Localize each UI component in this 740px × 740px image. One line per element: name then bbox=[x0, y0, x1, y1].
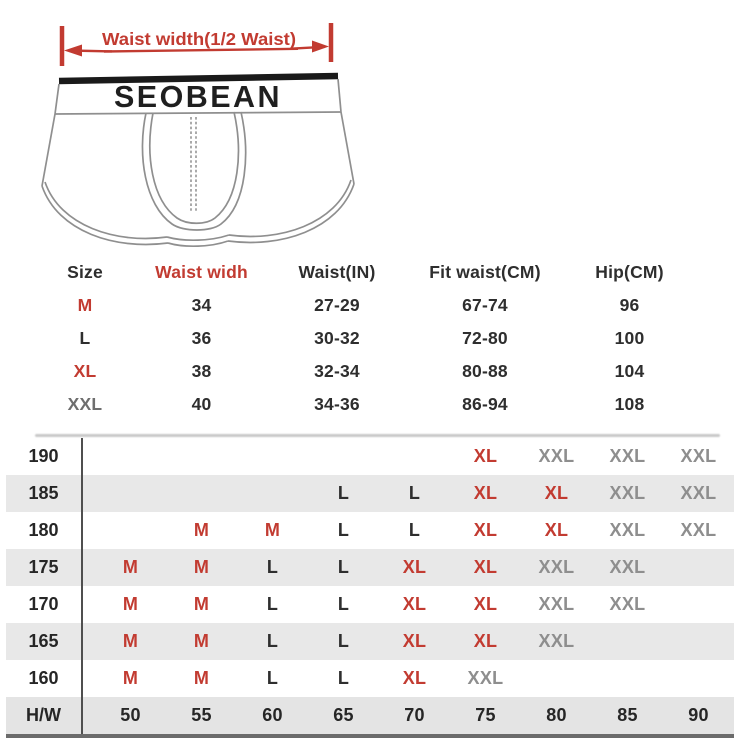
hw-cell bbox=[95, 512, 166, 549]
hw-cell: M bbox=[122, 557, 139, 577]
hw-cell: M bbox=[193, 631, 210, 651]
hw-cell: XXL bbox=[467, 668, 504, 688]
hw-row bbox=[6, 475, 734, 512]
hw-cell: XXL bbox=[538, 594, 575, 614]
crotch-hem-inner bbox=[167, 235, 229, 240]
hw-row bbox=[6, 623, 734, 660]
body-left-edge bbox=[42, 114, 55, 186]
hw-cell: L bbox=[337, 483, 350, 503]
size-value: 32-34 bbox=[314, 361, 360, 381]
size-label: XL bbox=[73, 361, 97, 381]
hw-cell: XL bbox=[473, 557, 498, 577]
height-label: 165 bbox=[6, 623, 83, 660]
hw-cell: M bbox=[122, 668, 139, 688]
size-table-header: Hip(CM) bbox=[595, 262, 664, 282]
hw-cell: L bbox=[337, 557, 350, 577]
weight-header: 55 bbox=[191, 705, 212, 725]
hw-cell: M bbox=[193, 520, 210, 540]
hw-cell: XXL bbox=[538, 446, 575, 466]
size-table-header: Fit waist(CM) bbox=[429, 262, 541, 282]
hw-spacer bbox=[83, 475, 95, 512]
hw-cell: L bbox=[337, 520, 350, 540]
size-table-header: Size bbox=[67, 262, 103, 282]
height-label: 170 bbox=[6, 586, 83, 623]
crotch-hem-outer bbox=[168, 241, 228, 246]
hw-cell: XL bbox=[402, 631, 427, 651]
pouch-outline-outer bbox=[142, 112, 245, 230]
hw-spacer bbox=[83, 549, 95, 586]
hw-cell: M bbox=[122, 631, 139, 651]
bottom-border bbox=[6, 734, 734, 738]
hw-spacer bbox=[83, 660, 95, 697]
hw-row bbox=[6, 697, 734, 734]
hw-cell: XL bbox=[473, 520, 498, 540]
hw-cell bbox=[166, 438, 237, 475]
hw-row bbox=[6, 438, 734, 475]
hw-cell: XXL bbox=[680, 520, 717, 540]
weight-header: 65 bbox=[333, 705, 354, 725]
hw-cell bbox=[95, 438, 166, 475]
hw-cell: XXL bbox=[609, 483, 646, 503]
size-value: 30-32 bbox=[314, 328, 360, 348]
size-value: 36 bbox=[191, 328, 212, 348]
weight-header: 75 bbox=[475, 705, 496, 725]
hw-cell: L bbox=[408, 483, 421, 503]
hw-cell: XL bbox=[473, 631, 498, 651]
height-label: 160 bbox=[6, 660, 83, 697]
leg-curve-left-outer bbox=[42, 186, 168, 244]
size-value: 67-74 bbox=[462, 295, 508, 315]
hw-cell: M bbox=[122, 594, 139, 614]
size-value: 96 bbox=[619, 295, 640, 315]
brand-text: SEOBEAN bbox=[114, 79, 282, 114]
size-value: 104 bbox=[614, 361, 645, 381]
hw-cell: XL bbox=[544, 520, 569, 540]
weight-header: 60 bbox=[262, 705, 283, 725]
size-value: 38 bbox=[191, 361, 212, 381]
hw-cell: M bbox=[193, 557, 210, 577]
hw-cell: XXL bbox=[538, 557, 575, 577]
hw-spacer bbox=[83, 586, 95, 623]
hw-cell: XL bbox=[473, 483, 498, 503]
hw-cell: L bbox=[266, 631, 279, 651]
size-value: 34 bbox=[191, 295, 212, 315]
hw-cell: XXL bbox=[609, 520, 646, 540]
hw-cell bbox=[521, 660, 592, 697]
hw-cell bbox=[663, 549, 734, 586]
size-value: 40 bbox=[191, 394, 212, 414]
pouch-outline-inner bbox=[150, 112, 239, 223]
hw-cell bbox=[592, 623, 663, 660]
dimension-label: Waist width(1/2 Waist) bbox=[102, 29, 296, 49]
hw-cell: M bbox=[264, 520, 281, 540]
hw-cell bbox=[663, 623, 734, 660]
size-label: XXL bbox=[67, 394, 103, 414]
hw-cell: XXL bbox=[609, 446, 646, 466]
hw-row bbox=[6, 586, 734, 623]
arrowhead-left-icon bbox=[64, 45, 82, 57]
size-value: 27-29 bbox=[314, 295, 360, 315]
hw-cell: XL bbox=[402, 668, 427, 688]
hw-cell: XXL bbox=[609, 557, 646, 577]
hw-cell bbox=[166, 475, 237, 512]
hw-cell: L bbox=[266, 557, 279, 577]
weight-header: 50 bbox=[120, 705, 141, 725]
hw-cell: XXL bbox=[680, 483, 717, 503]
hw-cell: XXL bbox=[609, 594, 646, 614]
waistband-right-edge bbox=[338, 79, 341, 112]
hw-table bbox=[6, 438, 734, 734]
hw-row bbox=[6, 512, 734, 549]
leg-curve-right-outer bbox=[228, 184, 354, 242]
hw-spacer bbox=[83, 623, 95, 660]
hw-cell: L bbox=[408, 520, 421, 540]
size-value: 108 bbox=[614, 394, 645, 414]
arrowhead-right-icon bbox=[312, 41, 329, 53]
hw-cell: XL bbox=[402, 557, 427, 577]
hw-cell bbox=[308, 438, 379, 475]
hw-row bbox=[6, 660, 734, 697]
hw-cell: XL bbox=[402, 594, 427, 614]
size-table bbox=[30, 256, 700, 421]
hw-cell bbox=[379, 438, 450, 475]
hw-cell: L bbox=[337, 631, 350, 651]
hw-cell bbox=[237, 438, 308, 475]
body-right-edge bbox=[341, 112, 354, 184]
hw-cell: L bbox=[266, 668, 279, 688]
hw-cell: L bbox=[337, 594, 350, 614]
size-value: 72-80 bbox=[462, 328, 508, 348]
size-label: M bbox=[77, 295, 93, 315]
hw-spacer bbox=[83, 697, 95, 734]
hw-cell: M bbox=[193, 668, 210, 688]
hw-cell bbox=[95, 475, 166, 512]
size-value: 34-36 bbox=[314, 394, 360, 414]
size-table-header: Waist(IN) bbox=[298, 262, 376, 282]
weight-header: 80 bbox=[546, 705, 567, 725]
size-value: 80-88 bbox=[462, 361, 508, 381]
height-label: 180 bbox=[6, 512, 83, 549]
hw-cell: XXL bbox=[538, 631, 575, 651]
briefs-diagram-svg bbox=[0, 0, 740, 256]
product-diagram bbox=[0, 0, 740, 256]
height-label: 175 bbox=[6, 549, 83, 586]
leg-curve-right-inner bbox=[229, 180, 351, 236]
height-label: 185 bbox=[6, 475, 83, 512]
hw-cell bbox=[237, 475, 308, 512]
waistband-left-edge bbox=[55, 84, 59, 114]
hw-cell: XL bbox=[473, 594, 498, 614]
size-value: 86-94 bbox=[462, 394, 508, 414]
weight-header: 90 bbox=[688, 705, 709, 725]
hw-spacer bbox=[83, 438, 95, 475]
hw-cell: XL bbox=[473, 446, 498, 466]
hw-corner-label: H/W bbox=[6, 697, 83, 734]
hw-spacer bbox=[83, 512, 95, 549]
size-value: 100 bbox=[614, 328, 645, 348]
dimension-underline bbox=[104, 49, 298, 52]
section-divider bbox=[35, 434, 720, 437]
hw-cell: XXL bbox=[680, 446, 717, 466]
weight-header: 85 bbox=[617, 705, 638, 725]
hw-cell bbox=[663, 586, 734, 623]
height-label: 190 bbox=[6, 438, 83, 475]
size-table-header: Waist widh bbox=[155, 262, 248, 282]
hw-cell: XL bbox=[544, 483, 569, 503]
hw-cell: L bbox=[266, 594, 279, 614]
weight-header: 70 bbox=[404, 705, 425, 725]
hw-cell bbox=[592, 660, 663, 697]
hw-row bbox=[6, 549, 734, 586]
hw-cell bbox=[663, 660, 734, 697]
hw-cell: M bbox=[193, 594, 210, 614]
hw-cell: L bbox=[337, 668, 350, 688]
size-label: L bbox=[79, 328, 91, 348]
